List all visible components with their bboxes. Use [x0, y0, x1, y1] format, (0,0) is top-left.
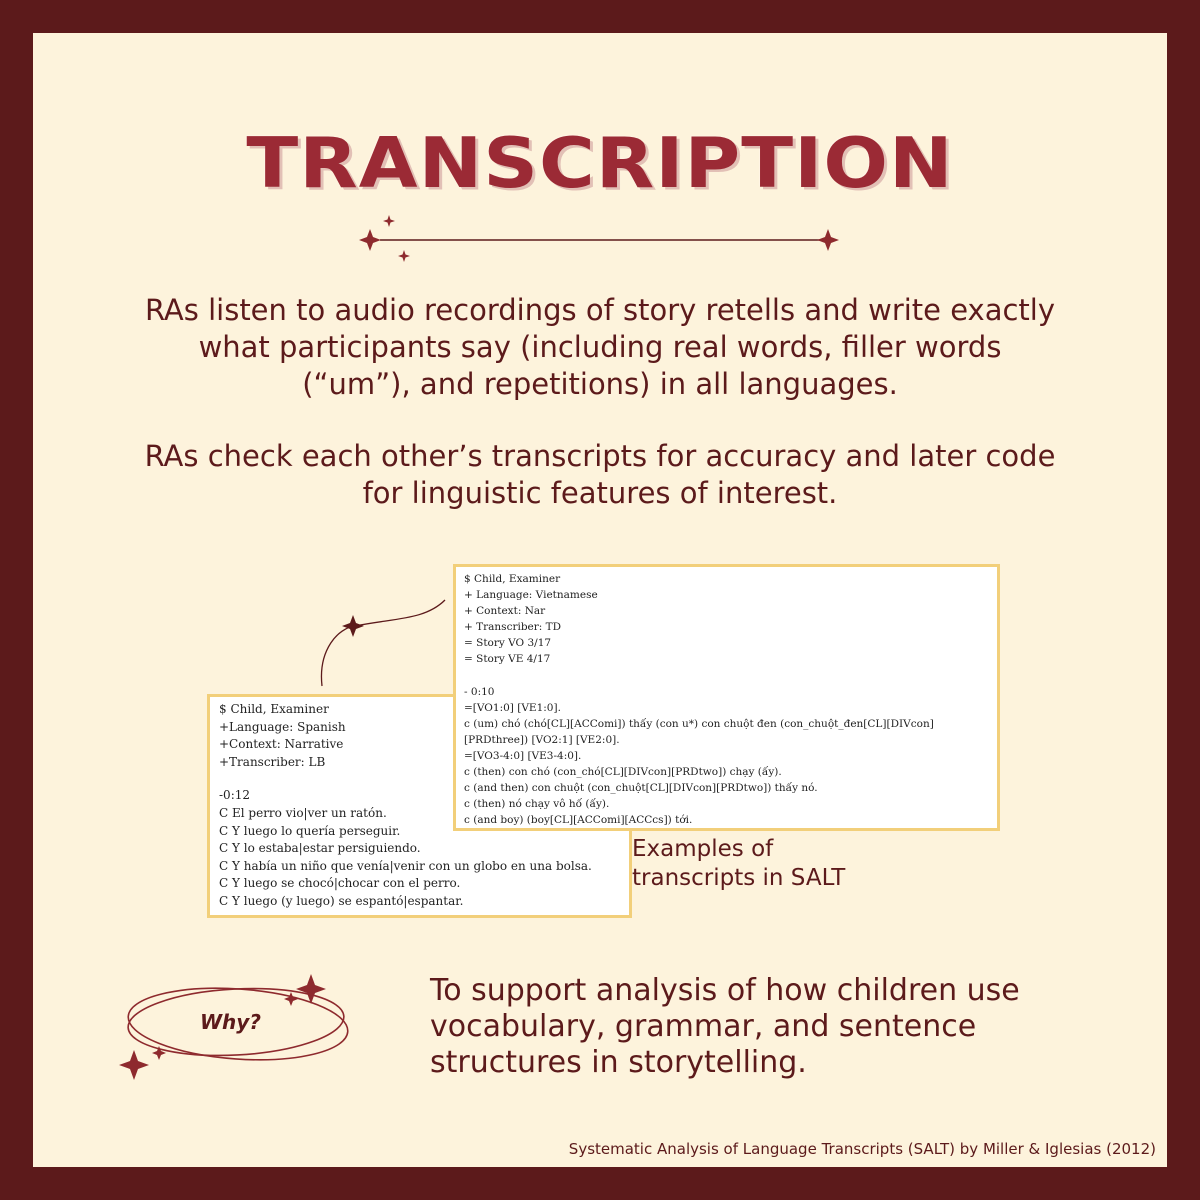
- transcript-vietnamese: [453, 564, 1000, 831]
- transcript-line: + Language: Vietnamese: [464, 589, 598, 602]
- transcript-line: +Transcriber: LB: [219, 754, 326, 769]
- transcript-line: c (then) con chó (con_chó[CL][DIVcon][PRDtwo]) chạy (ấy).: [464, 766, 782, 779]
- transcript-line: $ Child, Examiner: [219, 702, 329, 716]
- transcript-line: C Y lo estaba|estar persiguiendo.: [219, 841, 421, 856]
- page-title: TRANSCRIPTION: [246, 121, 954, 204]
- transcript-line: [464, 668, 997, 684]
- description-paragraph-2: RAs check each other’s transcripts for accuracy and later code for linguistic features of interest.: [144, 439, 1056, 510]
- sparkle-icon: [359, 215, 839, 262]
- support-text: To support analysis of how children use vocabulary, grammar, and sentence structures in storytelling.: [430, 973, 1020, 1080]
- citation: Systematic Analysis of Language Transcripts (SALT) by Miller & Iglesias (2012): [568, 1140, 1156, 1158]
- connector-curve: [321, 600, 445, 686]
- transcript-line: c (and then) con chuột (con_chuột[CL][DIVcon][PRDtwo]) thấy nó.: [464, 782, 818, 795]
- connector-sparkle-icon: [342, 615, 364, 637]
- transcript-line: C Y luego (y luego) se espantó|espantar.: [219, 893, 464, 908]
- transcript-line: -0:12: [219, 788, 251, 803]
- transcript-line: + Transcriber: TD: [464, 621, 562, 634]
- transcript-line: c (um) chó (chó[CL][ACComi]) thấy (con u*) con chuột đen (con_chuột_đen[CL][DIVcon]: [464, 717, 934, 730]
- transcript-line: c (then) nó chạy vô hố (ấy).: [464, 798, 610, 811]
- transcript-line: =[VO1:0] [VE1:0].: [464, 701, 561, 714]
- description-paragraph-1: RAs listen to audio recordings of story retells and write exactly what participants say (including real words, filler words (“um”), and repetitions) in all languages.: [144, 293, 1056, 401]
- transcript-line: c (and boy) (boy[CL][ACComi][ACCcs]) tới.: [464, 814, 693, 827]
- transcript-line: C Y había un niño que venía|venir con un globo en una bolsa.: [219, 858, 592, 873]
- transcript-line: - 0:10: [464, 685, 495, 698]
- transcript-line: $ Child, Examiner: [464, 573, 561, 585]
- transcript-line: = Story VO 3/17: [464, 637, 552, 650]
- transcript-line: C Y luego lo quería perseguir.: [219, 823, 401, 838]
- transcript-line: = Story VE 4/17: [464, 653, 551, 666]
- transcript-line: C El perro vio|ver un ratón.: [219, 805, 387, 820]
- transcript-line: +Context: Narrative: [219, 737, 344, 752]
- transcript-line: [PRDthree]) [VO2:1] [VE2:0].: [464, 733, 620, 746]
- transcripts-caption: Examples of transcripts in SALT: [632, 836, 846, 891]
- transcript-line: + Context: Nar: [464, 605, 546, 618]
- transcript-line: =[VO3-4:0] [VE3-4:0].: [464, 749, 582, 762]
- transcript-line: C Y luego se chocó|chocar con el perro.: [219, 876, 461, 891]
- why-label: Why?: [200, 1010, 261, 1034]
- transcript-line: +Language: Spanish: [219, 719, 346, 734]
